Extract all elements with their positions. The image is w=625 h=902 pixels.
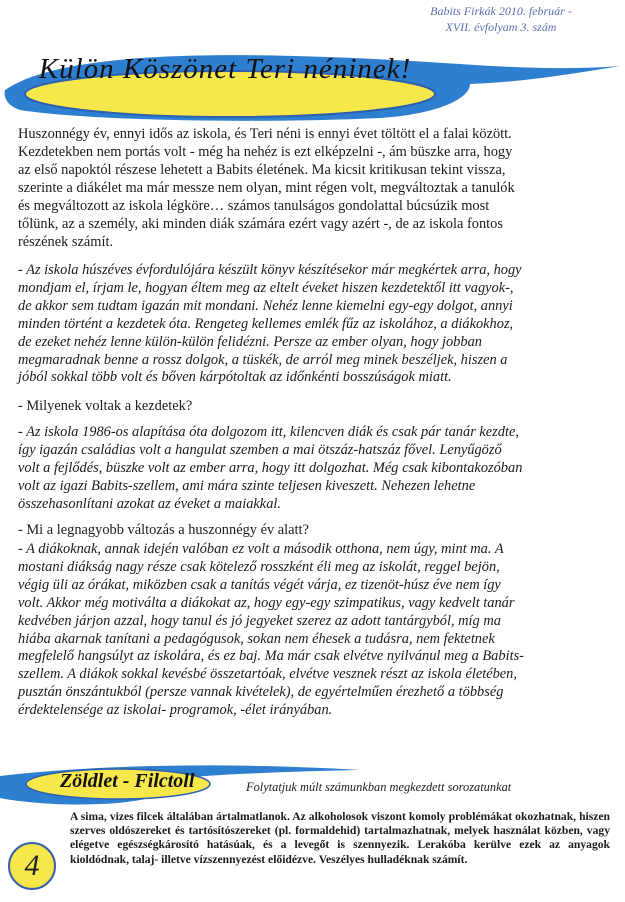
question-2: - Milyenek voltak a kezdetek? (18, 398, 193, 414)
answer-line: végig üli az órákat, miközben csak a tanítás végét várja, ez tizenöt-húsz éve nem így (18, 576, 501, 593)
intro-line: az első napoktól részese lehetett a Babits életének. Ma kicsit kritikusan tekint vissza, (18, 162, 506, 178)
answer-3 (18, 541, 610, 720)
answer-line: érdektelensége az iskolai- programok, -élet irányában. (18, 702, 333, 719)
masthead-line-1: Babits Firkák 2010. február - (430, 4, 572, 18)
answer-line: mostani diákság nagy része csak kötelező rosszként éli meg az iskolát, reggel bejön, (18, 558, 500, 575)
answer-line: minden történt a kezdetek óta. Rengeteg kellemes emlék fűz az iskolához, a diákokhoz, (18, 315, 514, 332)
answer-line: mondjam el, írjam le, hogyan éltem meg az eltelt éveket hiszen kezdetektől itt vagyok-, (18, 279, 514, 296)
section-subtitle: Folytatjuk múlt számunkban megkezdett sorozatunkat (246, 780, 512, 794)
answer-line: volt. Akkor még motiválta a diákokat az, hogy egy-egy szimpatikus, vagy kedvelt tanár (18, 594, 515, 611)
answer-line: kedvében járjon azzal, hogy tanul és jó jegyeket szerez az adott tantárgyból, míg ma (18, 612, 501, 629)
intro-line: Kezdetekben nem portás volt - még ha nehéz is ezt elképzelni -, ám büszke arra, hogy (18, 144, 513, 160)
section-text: A sima, vizes filcek általában ártalmatlanok. Az alkoholosok viszont komoly problémákat okozhatnak, hiszen szerves oldószereket és tartósítószereket (pl. formaldehid) tartalmazhatnak, melyek használat közben, vagy elégetve egészségkárosító hatásúak, és a levegőt is szennyezik. Lerakóba kerülve ezek az anyagok kioldódnak, talaj- illetve vízszennyezést előidézve. Veszélyes hulladéknak számít. (70, 810, 610, 866)
answer-line: - A diákoknak, annak idején valóban ez volt a második otthona, nem úgy, mint ma. A (18, 541, 504, 557)
question-3: - Mi a legnagyobb változás a huszonnégy év alatt? (18, 522, 309, 538)
intro-line: és megváltozott az iskola légköre… számos tanulságos gondolattal búcsúzik most (18, 198, 490, 214)
section-title: Zöldlet - Filctoll (60, 770, 195, 792)
masthead-line-2: XVII. évfolyam 3. szám (445, 20, 557, 34)
answer-line: volt a fejlődés, büszke volt az ember arra, hogy itt dolgozhat. Még csak kibontakozóban (18, 459, 523, 476)
page-number: 4 (24, 849, 40, 882)
intro-line: szerinte a diákélet ma már messze nem olyan, mint régen volt, megváltoztak a tanulók (18, 180, 515, 196)
answer-line: pusztán önszántukból (persze vannak kivételek), de egyértelműen érezhető a többség (18, 684, 504, 701)
answer-line: megfelelő hangsúlyt az iskolára, és ez baj. Ma már csak elvétve nyilvánul meg a Babits- (18, 648, 524, 665)
article-title: Külön Köszönet Teri néninek! (38, 53, 412, 85)
answer-line: így igazán családias volt a hangulat szemben a mai ötszáz-hatszáz fővel. Lenyűgöző (18, 441, 502, 458)
answer-line: jóból sokkal több volt és bőven kárpótoltak az időnkénti bosszúságok miatt. (18, 369, 452, 386)
answer-2 (18, 424, 610, 514)
answer-line: - Az iskola húszéves évfordulójára készült könyv készítésekor már megkértek arra, hogy (18, 262, 522, 278)
page-number-badge (8, 842, 56, 890)
intro-line: tőlünk, az a személy, aki minden diák számára ezért vagy azért -, de az iskola fontos (18, 216, 503, 232)
answer-line: - Az iskola 1986-os alapítása óta dolgozom itt, kilencven diák és csak pár tanár kezdte, (18, 424, 519, 440)
answer-line: szellem. A diákok sokkal kevésbé összetartóak, elvétve vesznek részt az iskola életében, (18, 666, 517, 683)
answer-line: hiába akarnak tanítani a pedagógusok, sokan nem éhesek a tudásra, nem fektetnek (18, 630, 495, 647)
intro-line: részének számít. (18, 234, 114, 250)
answer-line: volt az igazi Babits-szellem, ami mára szinte teljesen kiveszett. Nehezen lehetne (18, 477, 476, 494)
answer-line: megmaradnak benne a rossz dolgok, a tüskék, de arról meg minek beszéljek, hiszen a (18, 351, 508, 368)
answer-line: de akkor sem tudtam igazán mit mondani. Nehéz lenne kiemelni egy-egy dolgot, annyi (18, 297, 513, 314)
intro-paragraph (18, 125, 610, 251)
answer-1 (18, 262, 610, 387)
answer-line: de ezeket nehéz lenne külön-külön felidézni. Persze az ember olyan, hogy jobban (18, 333, 482, 350)
intro-line: Huszonnégy év, ennyi idős az iskola, és Teri néni is ennyi évet töltött el a falai között. (18, 126, 512, 142)
answer-line: összehasonlítani azokat az éveket a maiakkal. (18, 495, 281, 512)
